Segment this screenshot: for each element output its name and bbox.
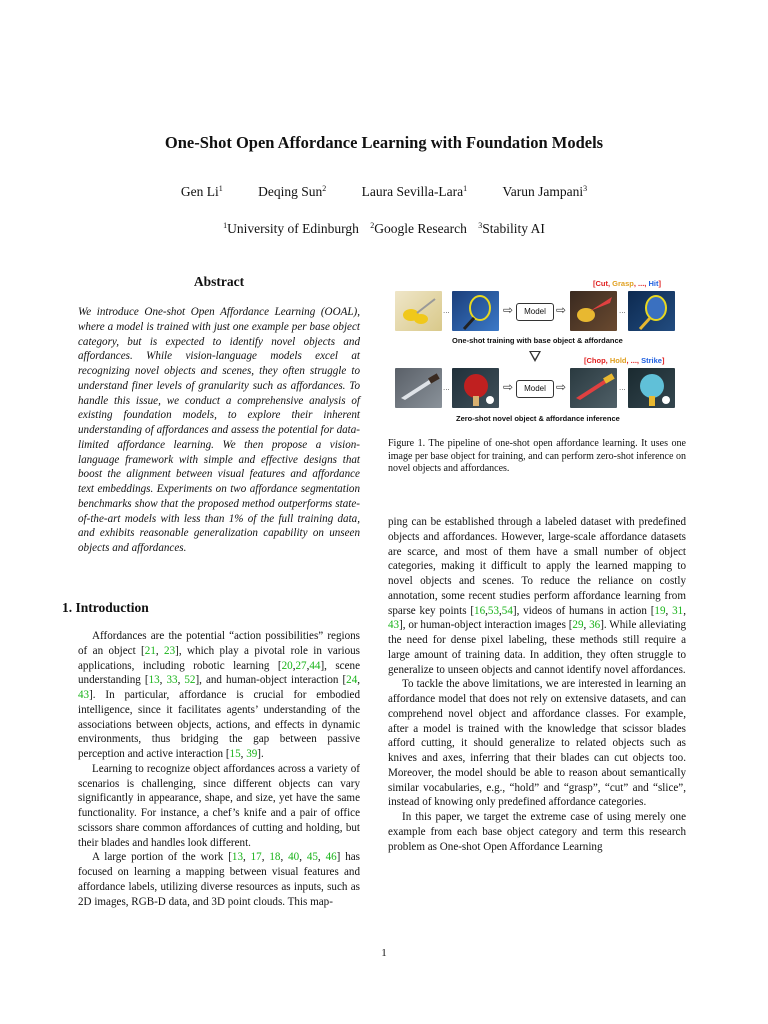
- ellipsis: ...: [443, 306, 450, 315]
- abstract-heading: Abstract: [193, 274, 245, 289]
- figure-caption: Figure 1. The pipeline of one-shot open affordance learning. It uses one image per base object for training, and can perform zero-shot inference on novel objects and affordances.: [388, 438, 686, 474]
- affiliation-3: $^3$Stability AI: [478, 221, 545, 236]
- tennis-racket-image: [452, 291, 499, 331]
- citation-link[interactable]: 54: [501, 604, 513, 617]
- citation-link[interactable]: 23: [164, 644, 176, 657]
- citation-link[interactable]: 40: [288, 851, 300, 864]
- intro-paragraph-1: Affordances are the potential “action possibilities” regions of an object [21, 23], which play a pivotal role in various applications, including robotic learning [20,27,44], scene understanding [13, 33, 52], and human-object interaction [24, 43]. In particular, affordance is crucial for embodied intelligence, since it facilitates agents’ understanding of the associations between objects, actions, and effects in dynamic environments, thus bridging the gap between passive perception and active interaction [15, 39].: [78, 630, 361, 760]
- citation-link[interactable]: 17: [250, 851, 262, 864]
- affiliation-1: $^1$University of Edinburgh: [223, 221, 359, 236]
- paddle-prediction-image: [628, 368, 675, 408]
- citation-link[interactable]: 29: [572, 619, 584, 632]
- author-list: [0, 184, 768, 200]
- right-paragraph-3: In this paper, we target the extreme case of using merely one example from each base object category and term this research problem as One-shot Open Affordance Learning: [388, 811, 686, 853]
- intro-column: [78, 629, 360, 909]
- citation-link[interactable]: 53: [487, 604, 499, 617]
- citation-link[interactable]: 43: [388, 619, 400, 632]
- citation-link[interactable]: 19: [654, 604, 666, 617]
- model-box: Model: [516, 303, 554, 321]
- right-column: [388, 515, 686, 854]
- affiliation-list: [0, 221, 768, 237]
- abstract-text: We introduce One-shot Open Affordance Learning (OOAL), where a model is trained with just one example per base object category, but is expected to identify novel objects and affordances. While vision-language models excel at recognizing novel objects and scenes, they often struggle to understand finer levels of granularity such as affordances. To handle this issue, we conduct a comprehensive analysis of existing foundation models, to explore their inherent understanding of affordances and assess the potential for data-limited affordance learning. We then propose a vision-language framework with simple and effective designs that boost the alignment between visual features and affordance text embeddings. Experiments on two affordance segmentation benchmarks show that the proposed method outperforms state-of-the-art models with less than 1% of the full training data, and exhibits reasonable generalization capability on unseen objects and affordances.: [78, 306, 360, 554]
- author-3: Laura Sevilla-Lara$^1$: [361, 184, 468, 199]
- intro-heading: 1. Introduction: [62, 600, 149, 615]
- arrow-down-icon: [529, 351, 541, 362]
- paper-title: One-Shot Open Affordance Learning with Foundation Models: [164, 133, 604, 152]
- affiliation-2: $^2$Google Research: [370, 221, 467, 236]
- citation-link[interactable]: 36: [589, 619, 601, 632]
- intro-paragraph-2: Learning to recognize object affordances across a variety of scenarios is challenging, since different objects can vary significantly in appearance, shape, and size, yet have the same functionality. For instance, a chef’s knife and a pair of office scissors share common affordances of cutting and holding, but their blades and handles look different.: [78, 762, 360, 849]
- inference-caption: Zero-shot novel object & affordance inference: [456, 414, 620, 423]
- training-caption: One-shot training with base object & affordance: [452, 336, 623, 345]
- author-2: Deqing Sun$^2$: [258, 184, 327, 199]
- arrow-right-icon: ⇨: [556, 380, 567, 394]
- citation-link[interactable]: 18: [269, 851, 281, 864]
- citation-link[interactable]: 13: [231, 851, 243, 864]
- citation-link[interactable]: 24: [346, 674, 358, 687]
- citation-link[interactable]: 31: [672, 604, 684, 617]
- citation-link[interactable]: 16: [474, 604, 486, 617]
- citation-link[interactable]: 20: [281, 659, 293, 672]
- citation-link[interactable]: 39: [246, 748, 258, 760]
- citation-link[interactable]: 13: [148, 674, 160, 687]
- model-box: Model: [516, 380, 554, 398]
- racket-prediction-image: [628, 291, 675, 331]
- right-paragraph-2: To tackle the above limitations, we are interested in learning an affordance model that does not rely on extensive datasets, and can comprehend novel object and affordance classes. For example, after a model is trained with the knowledge that scissor blades afford cutting, it should generalize to related objects such as knives and axes, inferring that their blades can cut objects too. Moreover, the model should be able to reason about semantically similar vocabularies, e.g., “hold” and “grasp”, “cut” and “slice”, instead of knowing only predefined affordance categories.: [388, 678, 686, 809]
- citation-link[interactable]: 21: [144, 644, 156, 657]
- citation-link[interactable]: 52: [184, 674, 196, 687]
- pipeline-figure: [388, 276, 686, 426]
- citation-link[interactable]: 15: [229, 748, 241, 760]
- knife-image: [395, 368, 442, 408]
- base-affordance-list: [Cut, Grasp, ..., Hit]: [593, 279, 661, 288]
- ellipsis: ...: [443, 383, 450, 392]
- citation-link[interactable]: 46: [325, 851, 337, 864]
- page-number: 1: [381, 947, 387, 959]
- citation-link[interactable]: 33: [166, 674, 178, 687]
- knife-prediction-image: [570, 368, 617, 408]
- author-1: Gen Li$^1$: [180, 184, 223, 199]
- arrow-right-icon: ⇨: [556, 303, 567, 317]
- novel-affordance-list: [Chop, Hold, ..., Strike]: [584, 356, 665, 365]
- arrow-right-icon: ⇨: [503, 380, 514, 394]
- citation-link[interactable]: 45: [306, 851, 318, 864]
- arrow-right-icon: ⇨: [503, 303, 514, 317]
- ellipsis: ...: [619, 383, 626, 392]
- author-4: Varun Jampani$^3$: [502, 184, 588, 199]
- ellipsis: ...: [619, 306, 626, 315]
- right-paragraph-1: ping can be established through a labeled dataset with predefined objects and affordances. However, large-scale affordance datasets are scarce, and most of them have a small number of object categories, making it difficult to apply the learned mapping to novel objects and scenes. To reduce the reliance on costly annotation, some recent studies perform affordance learning from sparse key points [16,53,54], videos of humans in action [19, 31, 43], or human-object interaction images [29, 36]. While alleviating the need for dense pixel labeling, these methods still require a large amount of training data. In addition, they often struggle to generalize to unseen objects and cannot identify novel affordances.: [388, 516, 687, 676]
- citation-link[interactable]: 44: [309, 659, 321, 672]
- citation-link[interactable]: 43: [78, 689, 90, 701]
- citation-link[interactable]: 27: [295, 659, 307, 672]
- intro-paragraph-3: A large portion of the work [13, 17, 18, 40, 45, 46] has focused on learning a mapping between visual features and affordance labels, utilizing diverse resources as inputs, such as 2D images, RGB-D data, and 3D point clouds. This map-: [78, 851, 361, 908]
- ping-pong-paddle-image: [452, 368, 499, 408]
- scissors-prediction-image: [570, 291, 617, 331]
- scissors-image: [395, 291, 442, 331]
